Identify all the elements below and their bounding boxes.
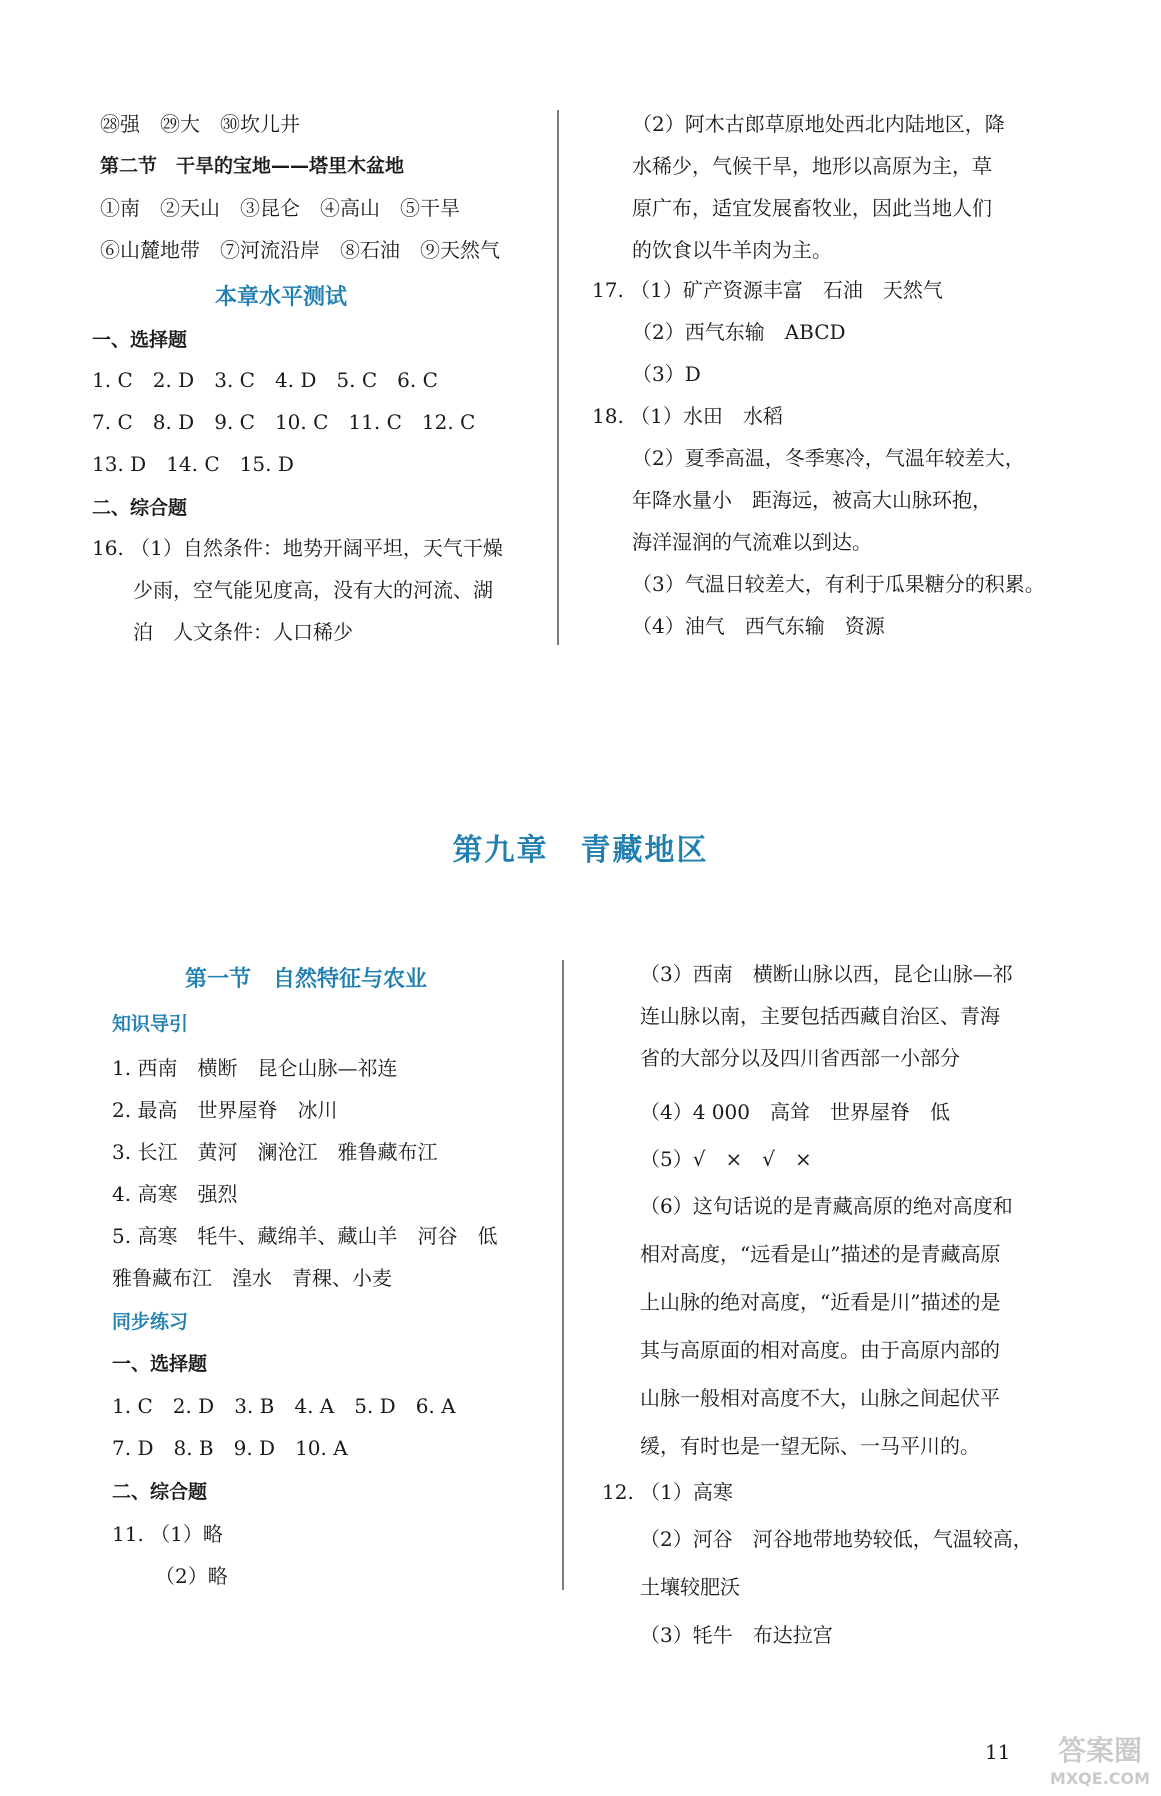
answer-line: 泊 人文条件：人口稀少	[133, 620, 353, 644]
answer-line: （2）河谷 河谷地带地势较低，气温较高，	[640, 1527, 1033, 1551]
answer-line: （3）西南 横断山脉以西，昆仑山脉—祁	[640, 962, 1013, 986]
answer-line: 17. （1）矿产资源丰富 石油 天然气	[592, 278, 943, 302]
answer-line: 18. （1）水田 水稻	[592, 404, 783, 428]
page-number: 11	[985, 1740, 1011, 1764]
answer-line: 海洋湿润的气流难以到达。	[632, 530, 872, 554]
part-heading: 二、综合题	[92, 497, 188, 519]
answer-line: 12. （1）高寒	[602, 1480, 733, 1504]
answer-line: 其与高原面的相对高度。由于高原内部的	[640, 1338, 1000, 1362]
answer-line: ①南 ②天山 ③昆仑 ④高山 ⑤干旱	[100, 196, 460, 220]
answer-line: 11. （1）略	[112, 1522, 223, 1546]
watermark-logo	[1040, 1720, 1160, 1792]
choice-answers: 13. D 14. C 15. D	[92, 452, 294, 476]
answer-line: （3）牦牛 布达拉宫	[640, 1623, 833, 1647]
answer-line: （6）这句话说的是青藏高原的绝对高度和	[640, 1194, 1013, 1218]
part-heading: 一、选择题	[92, 329, 188, 351]
choice-answers: 1. C 2. D 3. C 4. D 5. C 6. C	[92, 368, 438, 392]
answer-line: ⑥山麓地带 ⑦河流沿岸 ⑧石油 ⑨天然气	[100, 238, 500, 262]
choice-answers: 1. C 2. D 3. B 4. A 5. D 6. A	[112, 1394, 456, 1418]
answer-line: （3）气温日较差大，有利于瓜果糖分的积累。	[632, 572, 1045, 596]
part-heading: 一、选择题	[112, 1353, 208, 1375]
chapter-title: 第九章 青藏地区	[452, 833, 709, 868]
answer-line: （2）略	[155, 1564, 228, 1588]
subsection-heading: 同步练习	[112, 1311, 189, 1333]
answer-line: 水稀少，气候干旱，地形以高原为主，草	[632, 154, 992, 178]
answer-line: （2）阿木古郎草原地处西北内陆地区，降	[632, 112, 1005, 136]
answer-line: 1. 西南 横断 昆仑山脉—祁连	[112, 1056, 398, 1080]
column-divider	[557, 110, 559, 645]
answer-line: 5. 高寒 牦牛、藏绵羊、藏山羊 河谷 低	[112, 1224, 498, 1248]
answer-line: 雅鲁藏布江 湟水 青稞、小麦	[112, 1266, 392, 1290]
answer-line: （5）√ × √ ×	[640, 1147, 812, 1171]
answer-line: 省的大部分以及四川省西部一小部分	[640, 1046, 960, 1070]
answer-line: 土壤较肥沃	[640, 1575, 740, 1599]
answer-line: 缓，有时也是一望无际、一马平川的。	[640, 1434, 980, 1458]
section-title: 第一节 自然特征与农业	[185, 967, 428, 992]
answer-line: 年降水量小 距海远，被高大山脉环抱，	[632, 488, 992, 512]
answer-line: （2）西气东输 ABCD	[632, 320, 846, 344]
answer-line: 相对高度，“远看是山”描述的是青藏高原	[640, 1242, 1001, 1266]
answer-line: 原广布，适宜发展畜牧业，因此当地人们	[632, 196, 992, 220]
answer-line: （4）油气 西气东输 资源	[632, 614, 885, 638]
part-heading: 二、综合题	[112, 1481, 208, 1503]
answer-line: 4. 高寒 强烈	[112, 1182, 238, 1206]
answer-line: 3. 长江 黄河 澜沧江 雅鲁藏布江	[112, 1140, 438, 1164]
svg-text:答案圈: 答案圈	[1057, 1734, 1143, 1767]
answer-line: （3）D	[632, 362, 701, 386]
answer-line: （2）夏季高温，冬季寒冷，气温年较差大，	[632, 446, 1025, 470]
answer-line: 上山脉的绝对高度，“近看是川”描述的是	[640, 1290, 1001, 1314]
answer-line: 的饮食以牛羊肉为主。	[632, 238, 832, 262]
svg-text:MXQE.COM: MXQE.COM	[1049, 1769, 1151, 1788]
subsection-heading: 知识导引	[112, 1013, 189, 1035]
answer-line: （4）4 000 高耸 世界屋脊 低	[640, 1100, 950, 1124]
answer-line: 连山脉以南，主要包括西藏自治区、青海	[640, 1004, 1000, 1028]
section-heading: 第二节 干旱的宝地——塔里木盆地	[100, 155, 405, 177]
answer-line: 16. （1）自然条件：地势开阔平坦，天气干燥	[92, 536, 503, 560]
answer-line: 山脉一般相对高度不大，山脉之间起伏平	[640, 1386, 1000, 1410]
answer-line: ㉘强 ㉙大 ㉚坎儿井	[100, 112, 300, 136]
answer-line: 2. 最高 世界屋脊 冰川	[112, 1098, 338, 1122]
column-divider	[562, 960, 564, 1590]
choice-answers: 7. C 8. D 9. C 10. C 11. C 12. C	[92, 410, 476, 434]
chapter-test-title: 本章水平测试	[215, 285, 348, 310]
answer-line: 少雨，空气能见度高，没有大的河流、湖	[133, 578, 493, 602]
choice-answers: 7. D 8. B 9. D 10. A	[112, 1436, 348, 1460]
